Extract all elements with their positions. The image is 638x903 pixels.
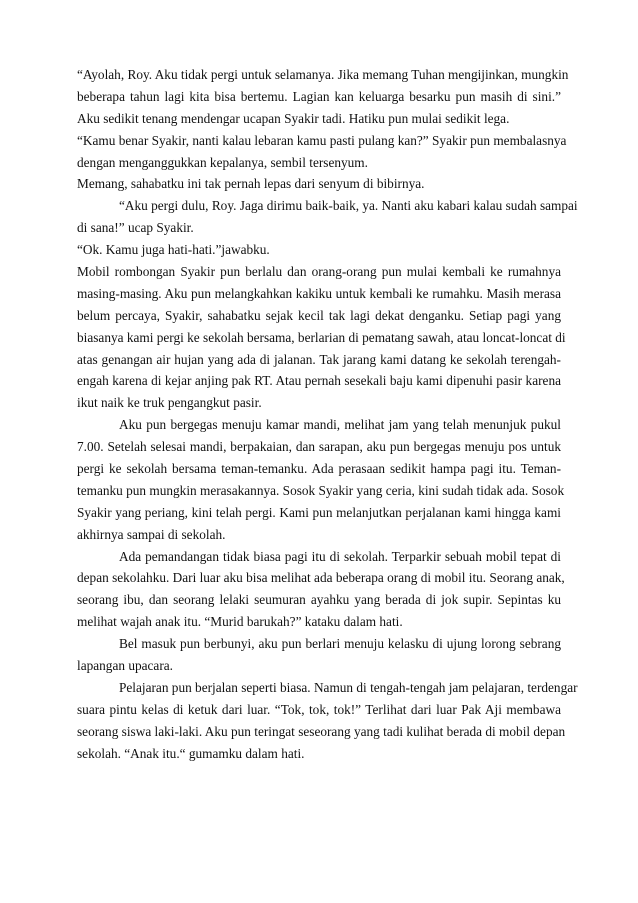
text-line: biasanya kami pergi ke sekolah bersama, berlarian di pematang sawah, atau loncat-loncat di <box>77 329 566 345</box>
text-line: Bel masuk pun berbunyi, aku pun berlari menuju kelasku di ujung lorong sebrang <box>119 636 561 652</box>
text-line: temanku pun mungkin merasakannya. Sosok Syakir yang ceria, kini sudah tidak ada. Sosok <box>77 482 565 498</box>
text-line: beberapa tahun lagi kita bisa bertemu. Lagian kan keluarga besarku pun masih di sini.” <box>77 88 561 104</box>
text-line: sekolah. “Anak itu.“ gumamku dalam hati. <box>77 745 305 761</box>
text-line: Memang, sahabatku ini tak pernah lepas dari senyum di bibirnya. <box>77 176 425 192</box>
text-line: seorang ibu, dan seorang lelaki seumuran ayahku yang berada di jok supir. Sepintas ku <box>77 592 561 608</box>
text-line: “Ok. Kamu juga hati-hati.”jawabku. <box>77 242 270 258</box>
text-line: ikut naik ke truk pengangkut pasir. <box>77 395 262 411</box>
text-line: Aku pun bergegas menuju kamar mandi, melihat jam yang telah menunjuk pukul <box>119 417 561 433</box>
text-line: Mobil rombongan Syakir pun berlalu dan orang-orang pun mulai kembali ke rumahnya <box>77 264 561 280</box>
story-text <box>77 64 578 765</box>
text-line: melihat wajah anak itu. “Murid barukah?” kataku dalam hati. <box>77 614 403 630</box>
text-line: “Kamu benar Syakir, nanti kalau lebaran kamu pasti pulang kan?” Syakir pun membalasnya <box>77 132 567 148</box>
text-line: atas genangan air hujan yang ada di jalanan. Tak jarang kami datang ke sekolah terengah- <box>77 351 561 367</box>
text-line: 7.00. Setelah selesai mandi, berpakaian, dan sarapan, aku pun bergegas menuju pos untuk <box>77 439 561 455</box>
text-line: di sana!” ucap Syakir. <box>77 220 194 236</box>
text-line: masing-masing. Aku pun melangkahkan kakiku untuk kembali ke rumahku. Masih merasa <box>77 285 561 301</box>
text-line: Ada pemandangan tidak biasa pagi itu di sekolah. Terparkir sebuah mobil tepat di <box>119 548 561 564</box>
text-line: belum percaya, Syakir, sahabatku sejak kecil tak lagi dekat denganku. Setiap pagi yang <box>77 307 561 323</box>
text-line: seorang siswa laki-laki. Aku pun teringat seseorang yang tadi kulihat berada di mobil depan <box>77 723 566 739</box>
text-line: pergi ke sekolah bersama teman-temanku. Ada perasaan sedikit hampa pagi itu. Teman- <box>77 461 561 477</box>
text-line: dengan menganggukkan kepalanya, sembil tersenyum. <box>77 154 368 170</box>
text-line: Aku sedikit tenang mendengar ucapan Syakir tadi. Hatiku pun mulai sedikit lega. <box>77 110 510 126</box>
text-line: suara pintu kelas di ketuk dari luar. “Tok, tok, tok!” Terlihat dari luar Pak Aji membawa <box>77 701 561 717</box>
text-line: lapangan upacara. <box>77 658 173 674</box>
text-line: “Aku pergi dulu, Roy. Jaga dirimu baik-baik, ya. Nanti aku kabari kalau sudah sampai <box>119 198 578 214</box>
text-line: Syakir yang periang, kini telah pergi. Kami pun melanjutkan perjalanan kami hingga kami <box>77 504 561 520</box>
text-line: engah karena di kejar anjing pak RT. Atau pernah sesekali baju kami dipenuhi pasir karena <box>77 373 561 389</box>
text-line: “Ayolah, Roy. Aku tidak pergi untuk selamanya. Jika memang Tuhan mengijinkan, mungkin <box>77 67 569 82</box>
text-line: Pelajaran pun berjalan seperti biasa. Namun di tengah-tengah jam pelajaran, terdengar <box>119 679 578 695</box>
text-line: depan sekolahku. Dari luar aku bisa melihat ada beberapa orang di mobil itu. Seorang anak, <box>77 570 565 586</box>
text-line: akhirnya sampai di sekolah. <box>77 526 226 542</box>
